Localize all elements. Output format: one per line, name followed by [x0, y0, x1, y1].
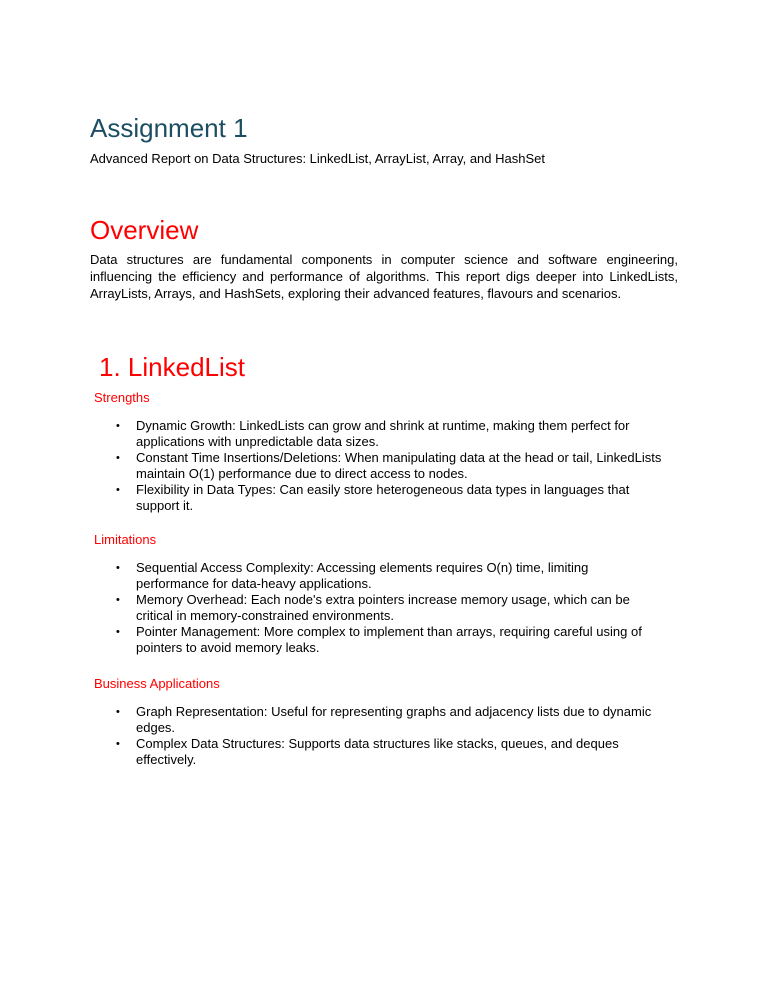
document-title: Assignment 1 [90, 113, 248, 143]
limitations-list [0, 560, 700, 656]
list-item [0, 482, 663, 514]
list-item-text: Dynamic Growth: LinkedLists can grow and shrink at runtime, making them perfect for applications with unpredictable data sizes. [136, 418, 630, 449]
bullet-icon: • [116, 706, 120, 718]
list-item [0, 736, 663, 768]
bullet-icon: • [116, 452, 120, 464]
bullet-icon: • [116, 484, 120, 496]
bullet-icon: • [116, 594, 120, 606]
overview-heading: Overview [90, 215, 199, 245]
section-linkedlist-heading: 1. LinkedList [99, 352, 245, 382]
list-item-text: Constant Time Insertions/Deletions: When manipulating data at the head or tail, LinkedLists maintain O(1) performance due to direct access to nodes. [136, 450, 662, 481]
strengths-heading: Strengths [94, 390, 150, 405]
business-applications-heading: Business Applications [94, 676, 220, 691]
list-item-text: Sequential Access Complexity: Accessing elements requires O(n) time, limiting performance for data-heavy applications. [136, 560, 589, 591]
list-item-text: Graph Representation: Useful for representing graphs and adjacency lists due to dynamic edges. [136, 704, 652, 735]
bullet-icon: • [116, 738, 120, 750]
list-item-text: Memory Overhead: Each node's extra pointers increase memory usage, which can be critical in memory-constrained environments. [136, 592, 630, 623]
list-item-text: Flexibility in Data Types: Can easily store heterogeneous data types in languages that support it. [136, 482, 630, 513]
list-item-text: Complex Data Structures: Supports data structures like stacks, queues, and deques effectively. [136, 736, 619, 767]
bullet-icon: • [116, 626, 120, 638]
limitations-heading: Limitations [94, 532, 157, 547]
list-item [0, 450, 663, 482]
list-item [0, 560, 663, 592]
list-item [0, 592, 663, 624]
strengths-list [0, 418, 700, 514]
overview-paragraph: Data structures are fundamental components in computer science and software engineering, influencing the efficiency and performance of algorithms. This report digs deeper into LinkedLists, ArrayLists, Arrays, and HashSets, exploring their advanced features, flavours and scenarios. [90, 252, 678, 301]
list-item [0, 624, 663, 656]
bullet-icon: • [116, 420, 120, 432]
list-item [0, 704, 663, 736]
list-item-text: Pointer Management: More complex to implement than arrays, requiring careful using of pointers to avoid memory leaks. [136, 624, 642, 655]
business-applications-list [0, 704, 700, 768]
bullet-icon: • [116, 562, 120, 574]
document-subtitle: Advanced Report on Data Structures: LinkedList, ArrayList, Array, and HashSet [90, 151, 545, 166]
list-item [0, 418, 663, 450]
